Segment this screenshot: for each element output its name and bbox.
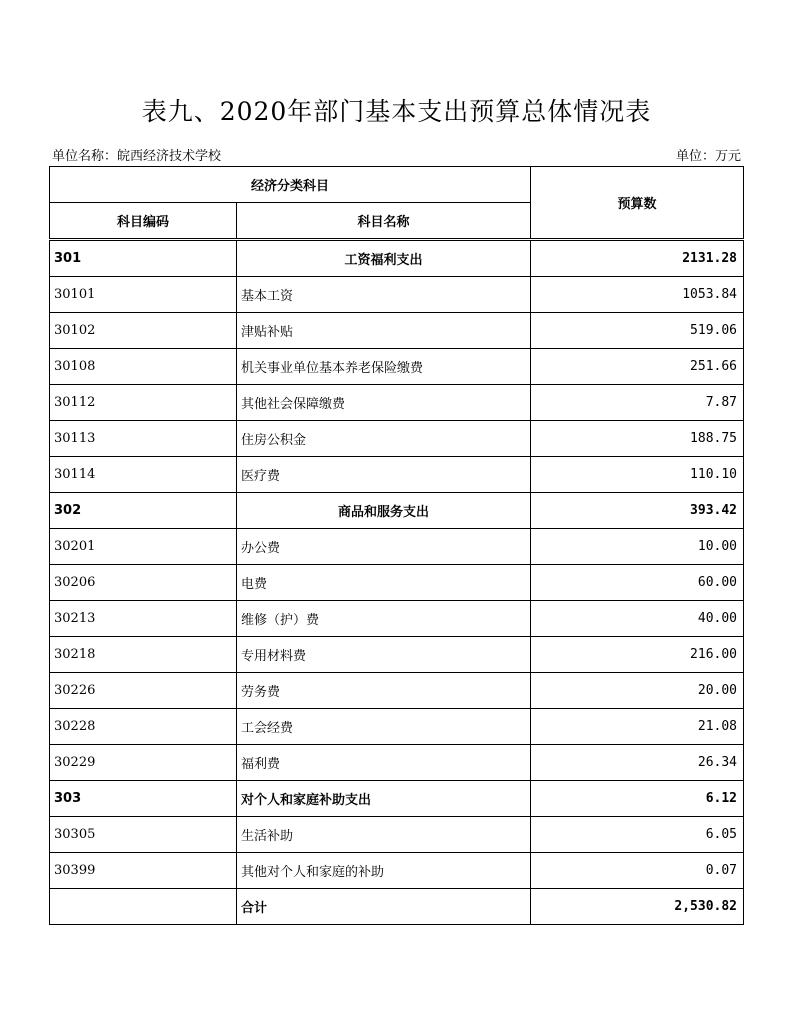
cell-value: 6.12 — [531, 781, 744, 817]
table-row — [50, 673, 744, 709]
cell-name: 对个人和家庭补助支出 — [237, 781, 531, 817]
cell-name: 其他对个人和家庭的补助 — [237, 853, 531, 889]
table-row — [50, 277, 744, 313]
cell-value: 0.07 — [531, 853, 744, 889]
header-code: 科目编码 — [50, 203, 237, 240]
table-row — [50, 421, 744, 457]
cell-value: 110.10 — [531, 457, 744, 493]
cell-code: 30108 — [50, 349, 237, 385]
cell-name: 办公费 — [237, 529, 531, 565]
cell-code: 30399 — [50, 853, 237, 889]
cell-code: 30226 — [50, 673, 237, 709]
table-row — [50, 781, 744, 817]
cell-value: 1053.84 — [531, 277, 744, 313]
cell-value: 188.75 — [531, 421, 744, 457]
cell-code: 30113 — [50, 421, 237, 457]
table-row — [50, 709, 744, 745]
table-row — [50, 817, 744, 853]
cell-value: 6.05 — [531, 817, 744, 853]
table-body — [50, 240, 744, 925]
table-row — [50, 745, 744, 781]
cell-code: 30213 — [50, 601, 237, 637]
cell-name: 津贴补贴 — [237, 313, 531, 349]
cell-value: 26.34 — [531, 745, 744, 781]
table-row — [50, 853, 744, 889]
cell-code: 303 — [50, 781, 237, 817]
cell-name: 维修（护）费 — [237, 601, 531, 637]
cell-value: 2131.28 — [531, 240, 744, 277]
cell-code: 30201 — [50, 529, 237, 565]
cell-code: 301 — [50, 240, 237, 277]
cell-name: 医疗费 — [237, 457, 531, 493]
table-row — [50, 493, 744, 529]
cell-value: 10.00 — [531, 529, 744, 565]
cell-code: 30114 — [50, 457, 237, 493]
cell-code: 302 — [50, 493, 237, 529]
cell-code: 30101 — [50, 277, 237, 313]
cell-name: 工会经费 — [237, 709, 531, 745]
cell-name: 合计 — [237, 889, 531, 925]
cell-name: 基本工资 — [237, 277, 531, 313]
cell-value: 251.66 — [531, 349, 744, 385]
cell-value: 40.00 — [531, 601, 744, 637]
cell-value: 519.06 — [531, 313, 744, 349]
unit-label: 单位：万元 — [675, 149, 741, 164]
cell-name: 住房公积金 — [237, 421, 531, 457]
cell-value: 216.00 — [531, 637, 744, 673]
table-row — [50, 889, 744, 925]
cell-code — [50, 889, 237, 925]
cell-value: 393.42 — [531, 493, 744, 529]
table-row — [50, 385, 744, 421]
cell-name: 机关事业单位基本养老保险缴费 — [237, 349, 531, 385]
cell-code: 30229 — [50, 745, 237, 781]
header-budget: 预算数 — [531, 167, 744, 240]
cell-name: 劳务费 — [237, 673, 531, 709]
cell-code: 30228 — [50, 709, 237, 745]
cell-value: 2,530.82 — [531, 889, 744, 925]
cell-name: 福利费 — [237, 745, 531, 781]
cell-code: 30102 — [50, 313, 237, 349]
page-title: 表九、2020年部门基本支出预算总体情况表 — [141, 97, 652, 126]
cell-name: 电费 — [237, 565, 531, 601]
table-row — [50, 601, 744, 637]
table-row — [50, 529, 744, 565]
cell-code: 30218 — [50, 637, 237, 673]
cell-code: 30206 — [50, 565, 237, 601]
table-row — [50, 457, 744, 493]
table-row — [50, 313, 744, 349]
unit-name: 单位名称：皖西经济技术学校 — [52, 149, 222, 164]
cell-name: 商品和服务支出 — [237, 493, 531, 529]
table-row — [50, 565, 744, 601]
cell-value: 60.00 — [531, 565, 744, 601]
header-econ-category: 经济分类科目 — [50, 167, 531, 203]
cell-code: 30112 — [50, 385, 237, 421]
table-row — [50, 349, 744, 385]
table-row — [50, 240, 744, 277]
cell-value: 21.08 — [531, 709, 744, 745]
table-row — [50, 637, 744, 673]
budget-table — [49, 166, 744, 925]
cell-value: 20.00 — [531, 673, 744, 709]
cell-name: 专用材料费 — [237, 637, 531, 673]
cell-name: 其他社会保障缴费 — [237, 385, 531, 421]
cell-code: 30305 — [50, 817, 237, 853]
cell-name: 工资福利支出 — [237, 240, 531, 277]
cell-value: 7.87 — [531, 385, 744, 421]
cell-name: 生活补助 — [237, 817, 531, 853]
header-name: 科目名称 — [237, 203, 531, 240]
